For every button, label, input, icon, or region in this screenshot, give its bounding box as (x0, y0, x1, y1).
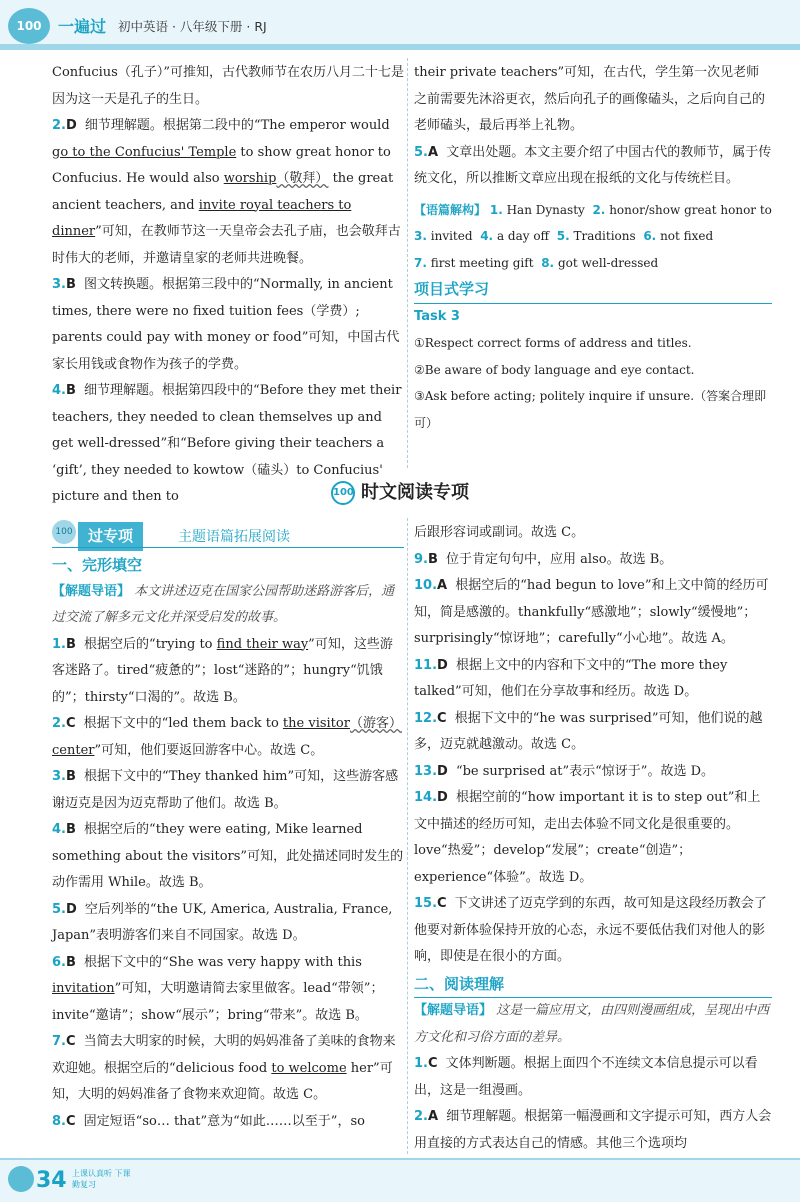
item-number: 4. (480, 229, 494, 243)
analysis-row-1 (414, 197, 772, 224)
guide-tag: 【解题导语】 (52, 583, 131, 599)
answer-item-7 (52, 1029, 404, 1109)
answer-item-5 (52, 897, 404, 950)
item-number: 9. (414, 551, 428, 567)
underlined-phrase: worship (223, 171, 277, 186)
item-text: 根据空后的“they were eating, Mike learned something about the visitors”可知，此处描述同时发生的动作需用 While。故选 B。 (52, 822, 404, 890)
answer-item-2 (52, 711, 404, 764)
item-text: 根据空后的“trying to (84, 636, 217, 652)
item-answer: B (65, 822, 76, 837)
item-text: 根据上文中的内容和下文中的“The more they talked”可知，他们在分享故事和经历。故选 D。 (414, 657, 728, 699)
item-number: 5. (556, 229, 570, 243)
item-text: the great ancient teachers, and (52, 171, 394, 213)
column-divider-upper (407, 58, 409, 468)
analysis-answer: invited (430, 229, 473, 243)
answer-item-8 (52, 1109, 404, 1136)
answer-item-11 (414, 653, 772, 706)
underlined-phrase: invitation (52, 981, 115, 996)
underlined-phrase: to welcome (271, 1060, 347, 1076)
item-text: ”可知，他们要返回游客中心。故选 C。 (94, 742, 324, 758)
answer-continuation: their private teachers”可知，在古代，学生第一次见老师之前需要先沐浴更衣，然后向孔子的画像磕头，之后向自己的老师磕头，最后再举上礼物。 (414, 65, 766, 133)
task-title: Task 3 (414, 308, 460, 324)
item-answer: D (437, 763, 448, 779)
answer-item-12 (414, 706, 772, 759)
answer-item-5 (414, 140, 772, 193)
answer-item-6 (52, 950, 404, 1030)
cloze-title: 一、完形填空 (52, 556, 143, 574)
task-item-1: ①Respect correct forms of address and titles. (414, 336, 692, 350)
mascot-icon: 100 (52, 520, 76, 544)
page-number: 34 (36, 1168, 67, 1193)
item-text: 细节理解题。根据第二段中的“The emperor would (84, 118, 390, 133)
analysis-answer: Traditions (573, 229, 636, 243)
mascot-icon (8, 1166, 34, 1192)
item-answer: C (437, 710, 447, 726)
item-text: 根据下文中的“led them back to (83, 716, 283, 731)
underlined-phrase: the visitor (282, 716, 350, 731)
item-number: 8. (52, 1113, 66, 1129)
analysis-answer: got well-dressed (557, 255, 659, 270)
underlined-phrase: center (52, 742, 95, 758)
task-item-3: ③Ask before acting; politely inquire if unsure.（答案合理即可） (414, 389, 767, 430)
item-text: 根据空前的“how important it is to step out”和上文中描述的经历可知，走出去体验不同文化是很重要的。love“热爱”；develop“发展”；create“创造”；experience“体验”。故选 D。 (414, 790, 761, 885)
item-number: 7. (52, 1034, 66, 1049)
answer-item-14 (414, 785, 772, 891)
item-text: 根据空后的“had begun to love”和上文中简的经历可知，简是感激的。thankfully“感激地”；slowly“缓慢地”；surprisingly“惊讶地”；carefully“小心地”。故选 A。 (414, 578, 769, 646)
analysis-answer: honor/show great honor to (609, 202, 772, 217)
upper-left-column (52, 60, 404, 511)
guide-text: 本文讲述迈克在国家公园帮助迷路游客后，通过交流了解多元文化并深受启发的故事。 (52, 583, 395, 625)
item-number: 11. (414, 657, 438, 673)
item-number: 4. (52, 822, 66, 837)
banner-underline (52, 547, 404, 548)
item-number: 1. (489, 202, 503, 217)
item-text: 根据下文中的“She was very happy with this (84, 954, 362, 970)
item-text: ”可知，在教师节这一天皇帝会去孔子庙，也会敬拜古时伟大的老师，并邀请皇家的老师共进晚餐。 (52, 224, 401, 266)
section-title (0, 478, 800, 505)
analysis-row-3 (414, 250, 772, 277)
item-number: 13. (414, 763, 438, 779)
item-number: 3. (414, 229, 427, 243)
analysis-tag: 【语篇解构】 (414, 202, 487, 217)
item-number: 4. (52, 383, 66, 398)
item-text: “be surprised at”表示“惊讶于”。故选 D。 (455, 763, 715, 779)
item-number: 15. (414, 896, 438, 911)
item-text: 细节理解题。根据第四段中的“Before they met their teachers, they needed to clean themselves up and get well-dressed”和“Before giving their teachers a ‘gift’, they needed to kowtow（磕头）to Confucius' picture and then to (52, 383, 402, 504)
item-answer: A (427, 144, 439, 160)
item-answer: D (437, 790, 448, 805)
item-text: 下文讲述了迈克学到的东西，故可知是这段经历教会了他要对新体验保持开放的心态，永远不要低估我们对他人的影响，即使是在很小的方面。 (414, 896, 767, 964)
item-number: 2. (414, 1109, 428, 1124)
project-title: 项目式学习 (414, 276, 772, 304)
header-band (0, 44, 800, 50)
item-text: her”可知，大明的妈妈准备了食物来欢迎简。故选 C。 (52, 1060, 393, 1102)
item-text: 位于肯定句句中，应用 also。故选 B。 (446, 551, 673, 567)
item-text: 根据下文中的“he was surprised”可知，他们说的越多，迈克就越激动。故选 C。 (414, 710, 763, 752)
item-answer: C (65, 716, 76, 731)
item-number: 3. (52, 769, 66, 784)
guide-tag: 【解题导语】 (414, 1003, 493, 1018)
item-number: 2. (52, 118, 66, 133)
answer-item-9 (414, 547, 772, 574)
brand-name: 一遍过 (58, 17, 107, 36)
task-item-2: ②Be aware of body language and eye contact. (414, 362, 695, 377)
item-text: ”可知，大明邀请简去家里做客。lead“带领”；invite“邀请”；show“展示”；bring“带来”。故选 B。 (52, 981, 384, 1023)
item-answer: B (65, 954, 76, 970)
item-answer: C (65, 1113, 76, 1129)
item-text: 空后列举的“the UK, America, Australia, France, Japan”表明游客们来自不同国家。故选 D。 (52, 901, 393, 943)
reading-item-1 (414, 1051, 772, 1104)
item-number: 8. (541, 255, 555, 270)
item-text: 根据下文中的“They thanked him”可知，这些游客感谢迈克是因为迈克帮助了他们。故选 B。 (52, 769, 399, 811)
analysis-answer: first meeting gift (430, 255, 534, 270)
answer-item-10 (414, 573, 772, 653)
guide-2 (414, 998, 772, 1051)
item-text: ”可知，这些游客迷路了。tired“疲惫的”；lost“迷路的”；hungry“饥饿的”；thirsty“口渴的”。故选 B。 (52, 636, 393, 705)
item-answer: C (427, 1056, 438, 1071)
item-answer: C (437, 896, 447, 911)
item-number: 6. (643, 229, 657, 243)
item-text: 文章出处题。本文主要介绍了中国古代的教师节，属于传统文化，所以推断文章应出现在报纸的文化与传统栏目。 (414, 144, 772, 186)
banner-subtitle: 主题语篇拓展阅读 (178, 529, 290, 545)
answer-item-3 (52, 272, 404, 378)
analysis-answer: Han Dynasty (506, 202, 585, 217)
underlined-phrase: go to the Confucius' Temple (52, 144, 237, 160)
answer-item-1 (52, 632, 404, 712)
guide (52, 579, 404, 632)
item-number: 5. (52, 901, 66, 917)
item-text: 细节理解题。根据第一幅漫画和文字提示可知，西方人会用直接的方式表达自己的情感。其他三个选项均 (414, 1109, 772, 1151)
footer-slogan: 上课认真听 下课勤复习 (72, 1169, 131, 1189)
answer-item-15 (414, 891, 772, 971)
item-text: 当简去大明家的时候，大明的妈妈准备了美味的食物来欢迎她。根据空后的“delicious food (52, 1034, 396, 1076)
item-answer: D (65, 118, 77, 133)
underlined-phrase: find their way (216, 636, 309, 652)
item-number: 6. (52, 954, 66, 970)
item-answer: A (437, 578, 448, 593)
upper-right-column (414, 60, 772, 436)
item-number: 3. (52, 277, 66, 292)
answer-continuation: Confucius（孔子）”可推知，古代教师节在农历八月二十七是因为这一天是孔子的生日。 (52, 65, 404, 107)
item-answer: D (65, 901, 77, 917)
item-answer: B (65, 383, 76, 398)
item-number: 7. (414, 255, 427, 270)
item-number: 2. (592, 202, 606, 217)
item-answer: B (65, 277, 76, 292)
answer-item-3 (52, 764, 404, 817)
wavy-gloss: （游客） (349, 716, 402, 731)
reading-title: 二、阅读理解 (414, 971, 772, 999)
guide-text: 这是一篇应用文，由四则漫画组成，呈现出中西方文化和习俗方面的差异。 (414, 1003, 770, 1045)
item-answer: B (427, 551, 438, 567)
item-number: 1. (414, 1056, 428, 1071)
section-title-text: 时文阅读专项 (361, 482, 469, 503)
answer-item-13 (414, 759, 772, 786)
column-divider-lower (407, 518, 409, 1154)
reading-item-2 (414, 1104, 772, 1157)
lower-right-column (414, 520, 772, 1157)
item-answer: B (65, 769, 76, 784)
answer-item-4 (52, 817, 404, 897)
item-number: 12. (414, 710, 438, 726)
item-answer: D (437, 657, 448, 673)
item-number: 14. (414, 790, 438, 805)
analysis-answer: a day off (496, 229, 550, 243)
item-answer: B (65, 636, 76, 652)
lower-left-column (52, 520, 404, 1135)
book-title: 初中英语 · 八年级下册 · RJ (118, 19, 267, 34)
practice-banner (52, 520, 404, 548)
wavy-gloss: （敬拜） (276, 171, 329, 186)
analysis-row-2 (414, 223, 772, 250)
answer-continuation: 后跟形容词或副词。故选 C。 (414, 525, 585, 540)
item-number: 5. (414, 144, 428, 160)
item-number: 2. (52, 716, 66, 731)
analysis-answer: not fixed (660, 229, 714, 243)
item-answer: A (427, 1109, 439, 1124)
item-text: 固定短语“so… that”意为“如此……以至于”，so (83, 1113, 365, 1129)
logo-icon: 100 (8, 8, 50, 44)
item-text: 文体判断题。根据上面四个不连续文本信息提示可以看出，这是一组漫画。 (414, 1056, 758, 1098)
underlined-phrase: invite royal teachers to dinner (52, 197, 352, 239)
item-answer: C (65, 1034, 76, 1049)
item-number: 1. (52, 636, 66, 652)
badge-icon: 100 (331, 481, 355, 505)
banner-label: 过专项 (78, 522, 143, 551)
item-text: 图文转换题。根据第三段中的“Normally, in ancient times, there were no fixed tuition fees（学费）; parents could pay with money or food”可知，中国古代家长用钱或食物作为孩子的学费。 (52, 277, 400, 372)
item-text: to show great honor to Confucius. He would also (52, 144, 391, 186)
item-number: 10. (414, 578, 438, 593)
answer-item-2 (52, 113, 404, 272)
